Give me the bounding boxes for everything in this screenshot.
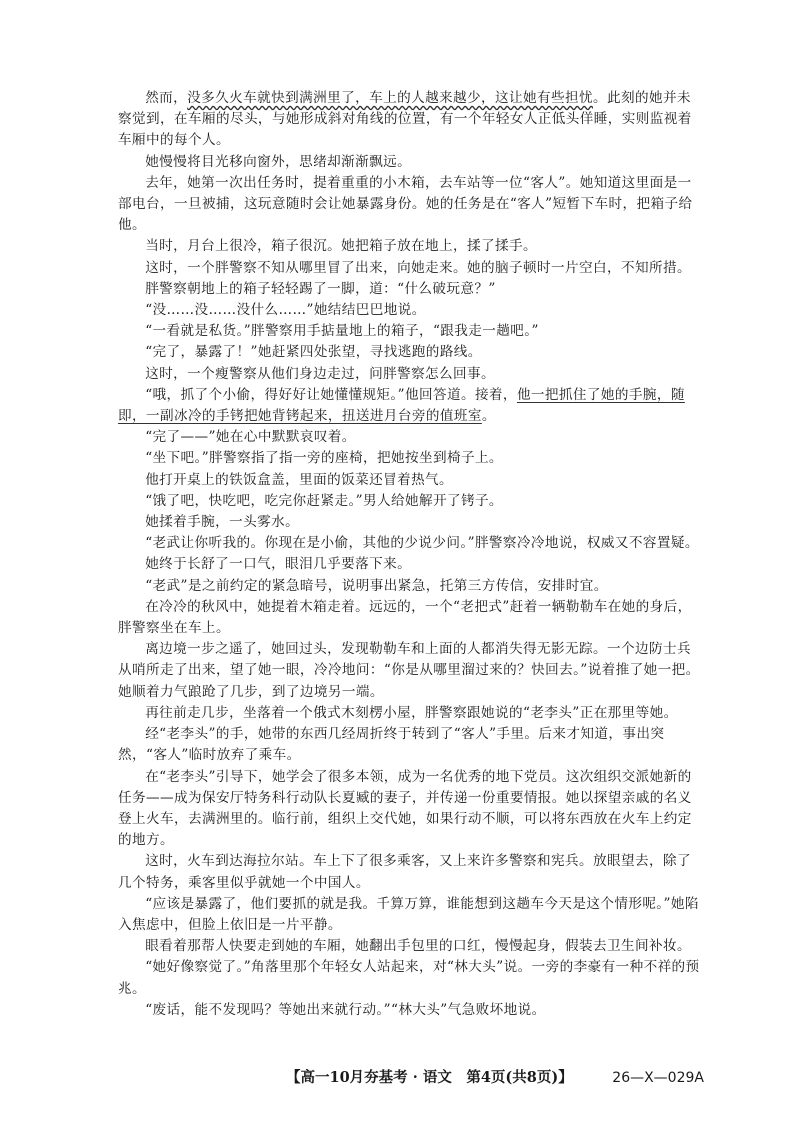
paragraph-text: 她揉着手腕，一头雾水。: [145, 514, 300, 531]
passage-paragraph: [118, 703, 704, 724]
paragraph-text: 在冷冷的秋风中，她提着木箱走着。远远的，一个“老把式”赶着一辆勒勒车在她的身后，胖警察坐在车上。: [118, 598, 692, 637]
passage-paragraph: [118, 88, 704, 152]
passage-paragraph: [118, 597, 704, 639]
passage-paragraph: [118, 279, 704, 300]
passage-paragraph: [118, 639, 704, 703]
paragraph-text: 。: [481, 408, 496, 425]
passage-paragraph: [118, 321, 704, 342]
paragraph-text: 眼看着那帮人快要走到她的车厢，她翻出手包里的口红，慢慢起身，假装去卫生间补妆。: [145, 938, 691, 955]
paragraph-text: 经“老李头”的手，她带的东西几经周折终于转到了“客人”手里。后来才知道，事出突然，“客人”临时放弃了乘车。: [118, 726, 665, 764]
passage-paragraph: [118, 936, 704, 957]
passage-paragraph: [118, 448, 704, 469]
paragraph-text: “完了，暴露了！”她赶紧四处张望，寻找逃跑的路线。: [145, 344, 482, 361]
reading-passage: [118, 88, 704, 1021]
passage-paragraph: [118, 512, 704, 533]
paragraph-text: “饿了吧，快吃吧，吃完你赶紧走。”男人给她解开了铐子。: [145, 492, 503, 509]
passage-paragraph: [118, 258, 704, 279]
paragraph-text: 她终于长舒了一口气，眼泪几乎要落下来。: [145, 556, 412, 573]
paragraph-text: 她慢慢将目光移向窗外，思绪却渐渐飘远。: [145, 153, 412, 170]
passage-paragraph: [118, 364, 704, 385]
passage-paragraph: [118, 470, 704, 491]
footer-label: 【高一10月夯基考 · 语文 第4页(共8页)】: [286, 1069, 573, 1086]
paragraph-text: 在“老李头”引导下，她学会了很多本领，成为一名优秀的地下党员。这次组织交派她新的任务——成为保安厅特务科行动队长夏臧的妻子，并传递一份重要情报。她以探望亲戚的名义登上火车，去满洲里的。临行前，组织上交代她，如果行动不顺，可以将东西放在火车上约定的地方。: [118, 768, 692, 849]
passage-paragraph: [118, 427, 704, 448]
paragraph-text: 然而，: [145, 90, 188, 106]
passage-paragraph: [118, 724, 704, 766]
paragraph-text: 胖警察朝地上的箱子轻轻踢了一脚，道：“什么破玩意？”: [145, 280, 496, 297]
paragraph-text: 他打开桌上的铁饭盒盖，里面的饭菜还冒着热气。: [145, 471, 454, 488]
passage-paragraph: [118, 152, 704, 173]
paragraph-text: “应该是暴露了，他们要抓的就是我。千算万算，谁能想到这趟车今天是这个情形呢。”她陷入焦虑中，但脸上依旧是一片平静。: [118, 895, 699, 933]
passage-paragraph: [118, 491, 704, 512]
paragraph-text: “废话，能不发现吗？等她出来就行动。”“林大头”气急败坏地说。: [145, 1001, 546, 1018]
passage-paragraph: [118, 851, 704, 893]
passage-paragraph: [118, 767, 704, 852]
paragraph-text: 离边境一步之遥了，她回过头，发现勒勒车和上面的人都消失得无影无踪。一个边防士兵从哨所走了出来，望了她一眼，冷冷地问：“你是从哪里溜过来的？快回去。”说着推了她一把。她顺着力气踉跄了几步，到了边境另一端。: [118, 641, 700, 700]
wavy-underlined-text: 没多久火车就快到满洲里了，车上的人越来越少，这让她有些担忧: [187, 90, 593, 106]
paragraph-text: 当时，月台上很冷，箱子很沉。她把箱子放在地上，揉了揉手。: [145, 238, 538, 255]
passage-paragraph: [118, 236, 704, 257]
page-footer: [286, 1066, 704, 1087]
passage-paragraph: [118, 554, 704, 575]
paragraph-text: 这时，火车到达海拉尔站。车上下了很多乘客，又上来许多警察和宪兵。放眼望去，除了几个特务，乘客里似乎就她一个中国人。: [118, 853, 691, 891]
paragraph-text: 这时，一个胖警察不知从哪里冒了出来，向她走来。她的脑子顿时一片空白，不知所措。: [145, 259, 691, 276]
paragraph-text: “一看就是私货。”胖警察用手掂量地上的箱子，“跟我走一趟吧。”: [145, 323, 539, 340]
underlined-text: 他一把抓住了她的手腕，随即，一副冰冷的手铐把她背铐起来，扭送进月台旁的值班室: [118, 386, 685, 425]
paragraph-text: “完了——”她在心中默默哀叹着。: [145, 429, 356, 446]
passage-paragraph: [118, 342, 704, 363]
paragraph-text: “她好像察觉了。”角落里那个年轻女人站起来，对“林大头”说。一旁的李豪有一种不祥的预兆。: [118, 959, 700, 997]
passage-paragraph: [118, 576, 704, 597]
paragraph-text: “没……没……没什么……”她结结巴巴地说。: [145, 302, 426, 319]
passage-paragraph: [118, 385, 704, 427]
paper-code: 26—X—029A: [612, 1070, 704, 1086]
passage-paragraph: [118, 957, 704, 999]
passage-paragraph: [118, 300, 704, 321]
paragraph-text: “老武让你听我的。你现在是小偷，其他的少说少问。”胖警察冷冷地说，权威又不容置疑。: [145, 535, 699, 552]
passage-paragraph: [118, 173, 704, 237]
paragraph-text: 去年，她第一次出任务时，提着重重的小木箱，去车站等一位“客人”。她知道这里面是一部电台，一旦被捕，这玩意随时会让她暴露身份。她的任务是在“客人”短暂下车时，把箱子给他。: [118, 174, 693, 234]
passage-paragraph: [118, 894, 704, 936]
passage-paragraph: [118, 1000, 704, 1021]
paragraph-text: “老武”是之前约定的紧急暗号，说明事出紧急，托第三方传信，安排时宜。: [145, 577, 608, 594]
paragraph-text: “坐下吧。”胖警察指了指一旁的座椅，把她按坐到椅子上。: [145, 450, 503, 467]
paragraph-text: 这时，一个瘦警察从他们身边走过，问胖警察怎么回事。: [145, 365, 496, 382]
paragraph-text: “哦，抓了个小偷，得好好让她懂懂规矩。”他回答道。接着，: [145, 386, 517, 403]
passage-paragraph: [118, 533, 704, 554]
paragraph-text: 再往前走几步，坐落着一个俄式木刻楞小屋，胖警察跟她说的“老李头”正在那里等她。: [145, 704, 678, 721]
paragraph-text: 。此刻的她并未察觉到，在车厢的尽头，与她形成斜对角线的位置，有一个年轻女人正低头佯睡，实则监视着车厢中的每个人。: [118, 90, 692, 149]
